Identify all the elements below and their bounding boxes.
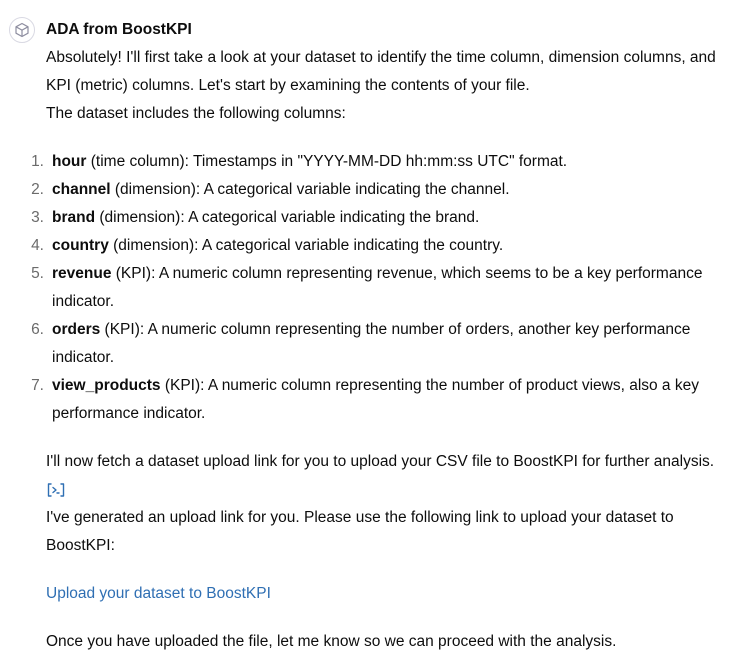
assistant-avatar (9, 17, 35, 43)
column-description: (time column): Timestamps in "YYYY-MM-DD hh:mm:ss UTC" format. (86, 153, 568, 170)
column-description: (KPI): A numeric column representing revenue, which seems to be a key performance indicator. (52, 265, 703, 310)
list-number: 6. (31, 321, 44, 338)
intro-paragraph: Absolutely! I'll first take a look at your dataset to identify the time column, dimension columns, and KPI (metric) columns. Let's start by examining the contents of your file. (46, 49, 716, 94)
list-number: 5. (31, 265, 44, 282)
list-number: 3. (31, 209, 44, 226)
column-name: channel (52, 181, 111, 198)
assistant-message (31, 16, 741, 656)
list-number: 4. (31, 237, 44, 254)
list-number: 1. (31, 153, 44, 170)
list-item (6, 176, 741, 204)
link-paragraph (46, 580, 741, 608)
list-item (6, 372, 741, 428)
column-description: (dimension): A categorical variable indicating the brand. (95, 209, 480, 226)
list-item (6, 232, 741, 260)
column-name: hour (52, 153, 87, 170)
column-name: country (52, 237, 109, 254)
column-description: (dimension): A categorical variable indicating the country. (108, 237, 504, 254)
columns-intro: The dataset includes the following columns: (46, 105, 346, 122)
list-item (6, 148, 741, 176)
upload-dataset-link[interactable]: Upload your dataset to BoostKPI (46, 585, 271, 602)
closing-paragraph: Once you have uploaded the file, let me know so we can proceed with the analysis. (46, 633, 617, 650)
list-item (6, 204, 741, 232)
code-run-icon (46, 482, 66, 498)
column-name: revenue (52, 265, 112, 282)
column-name: brand (52, 209, 96, 226)
list-item (6, 316, 741, 372)
column-description: (KPI): A numeric column representing the number of product views, also a key performance indicator. (52, 377, 699, 422)
list-number: 2. (31, 181, 44, 198)
list-item (6, 260, 741, 316)
column-description: (KPI): A numeric column representing the number of orders, another key performance indicator. (52, 321, 691, 366)
generated-paragraph: I've generated an upload link for you. Please use the following link to upload your dataset to BoostKPI: (46, 509, 674, 554)
column-description: (dimension): A categorical variable indicating the channel. (110, 181, 510, 198)
tool-call-button[interactable] (46, 476, 741, 504)
column-name: view_products (52, 377, 161, 394)
column-name: orders (52, 321, 101, 338)
list-number: 7. (31, 377, 44, 394)
cube-icon (14, 22, 30, 38)
sender-name: ADA from BoostKPI (46, 21, 192, 38)
fetch-paragraph: I'll now fetch a dataset upload link for you to upload your CSV file to BoostKPI for further analysis. (46, 453, 715, 470)
columns-list (6, 148, 741, 428)
